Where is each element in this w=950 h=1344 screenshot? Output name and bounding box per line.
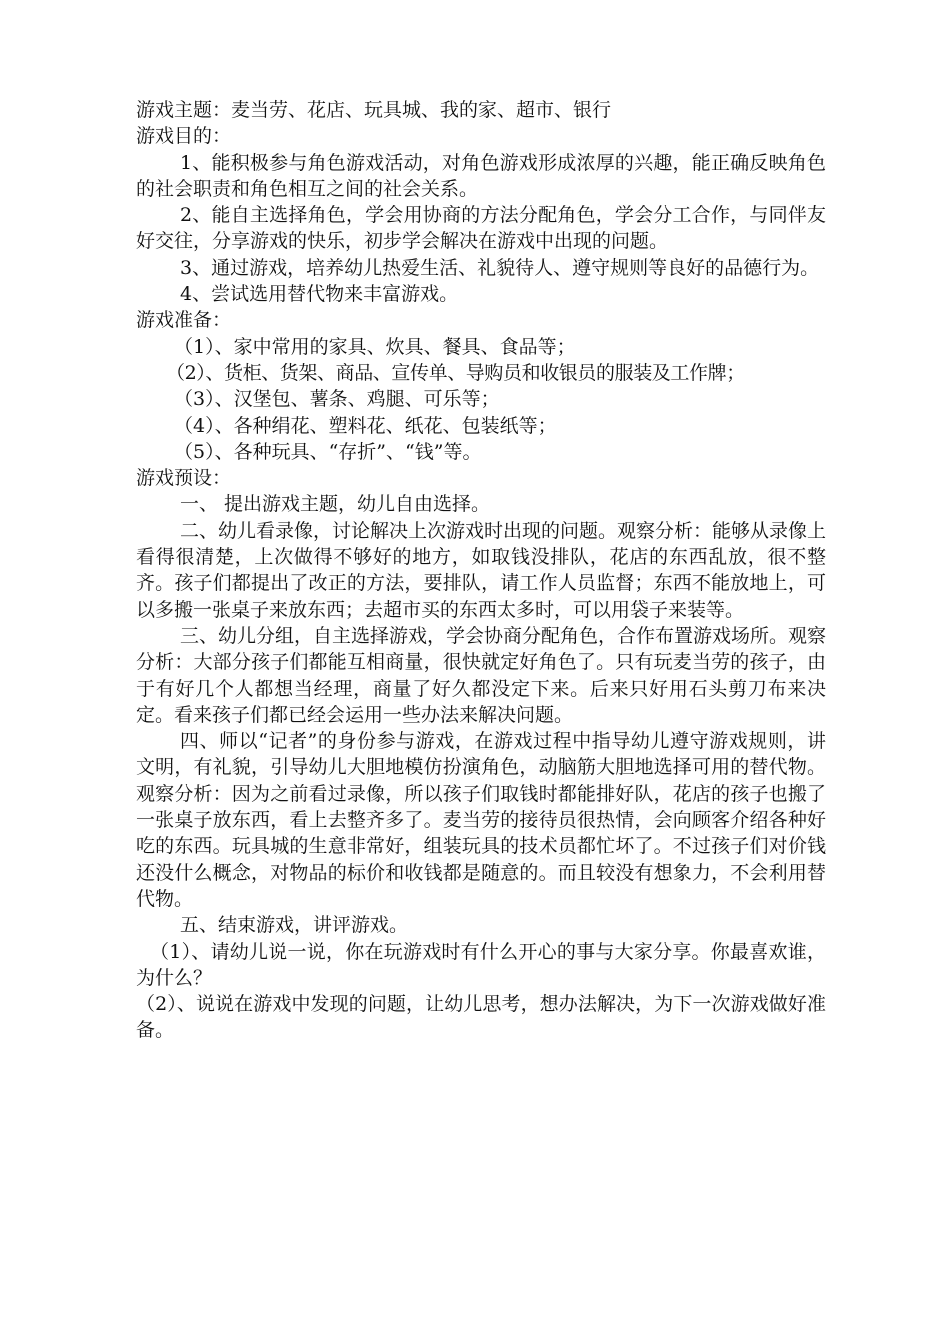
prep-item: （3）、汉堡包、薯条、鸡腿、可乐等； — [174, 388, 500, 411]
goal-item: 2、能自主选择角色，学会用协商的方法分配角色，学会分工合作，与同伴友好交往，分享游戏的快乐，初步学会解决在游戏中出现的问题。 — [136, 204, 826, 253]
goal-item: 1、能积极参与角色游戏活动，对角色游戏形成浓厚的兴趣，能正确反映角色的社会职责和角色相互之间的社会关系。 — [136, 151, 826, 200]
prep-item: （1）、家中常用的家具、炊具、餐具、食品等； — [174, 335, 576, 358]
preset-step: 四、师以“记者”的身份参与游戏，在游戏过程中指导幼儿遵守游戏规则，讲文明，有礼貌，引导幼儿大胆地模仿扮演角色，动脑筋大胆地选择可用的替代物。观察分析：因为之前看过录像，所以孩子们取钱时都能排好队，花店的孩子也搬了一张桌子放东西，看上去整齐多了。麦当劳的接待员很热情，会向顾客介绍各种好吃的东西。玩具城的生意非常好，组装玩具的技术员都忙坏了。不过孩子们对价钱还没什么概念，对物品的标价和收钱都是随意的。而且较没有想象力，不会利用替代物。 — [136, 730, 826, 910]
preset-step: 二、幼儿看录像，讨论解决上次游戏时出现的问题。观察分析：能够从录像上看得很清楚，上次做得不够好的地方，如取钱没排队，花店的东西乱放，很不整齐。孩子们都提出了改正的方法，要排队，请工作人员监督；东西不能放地上，可以多搬一张桌子来放东西；去超市买的东西太多时，可以用袋子来装等。 — [136, 519, 827, 621]
game-theme: 游戏主题：麦当劳、花店、玩具城、我的家、超市、银行 — [136, 99, 612, 121]
prep-heading: 游戏准备： — [136, 309, 232, 332]
prep-item: （4）、各种绢花、塑料花、纸花、包装纸等； — [174, 414, 557, 437]
preset-heading: 游戏预设： — [136, 467, 232, 490]
review-item: （2）、说说在游戏中发现的问题，让幼儿思考，想办法解决，为下一次游戏做好准备。 — [136, 993, 826, 1042]
preset-step: 三、幼儿分组，自主选择游戏，学会协商分配角色，合作布置游戏场所。观察分析：大部分孩子们都能互相商量，很快就定好角色了。只有玩麦当劳的孩子，由于有好几个人都想当经理，商量了好久都没定下来。后来只好用石头剪刀布来决定。看来孩子们都已经会运用一些办法来解决问题。 — [136, 624, 827, 726]
goal-item: 3、通过游戏，培养幼儿热爱生活、礼貌待人、遵守规则等良好的品德行为。 — [180, 256, 820, 279]
prep-item: （5）、各种玩具、“存折”、“钱”等。 — [174, 440, 482, 463]
prep-item: （2）、货柜、货架、商品、宣传单、导购员和收银员的服装及工作牌； — [166, 361, 745, 384]
document-page — [136, 97, 826, 1044]
review-item: （1）、请幼儿说一说，你在玩游戏时有什么开心的事与大家分享。你最喜欢谁，为什么？ — [136, 940, 826, 989]
goal-item: 4、尝试选用替代物来丰富游戏。 — [180, 283, 459, 306]
preset-step: 一、 提出游戏主题，幼儿自由选择。 — [180, 493, 491, 516]
goal-heading: 游戏目的： — [136, 125, 232, 148]
preset-step: 五、结束游戏，讲评游戏。 — [180, 914, 409, 937]
